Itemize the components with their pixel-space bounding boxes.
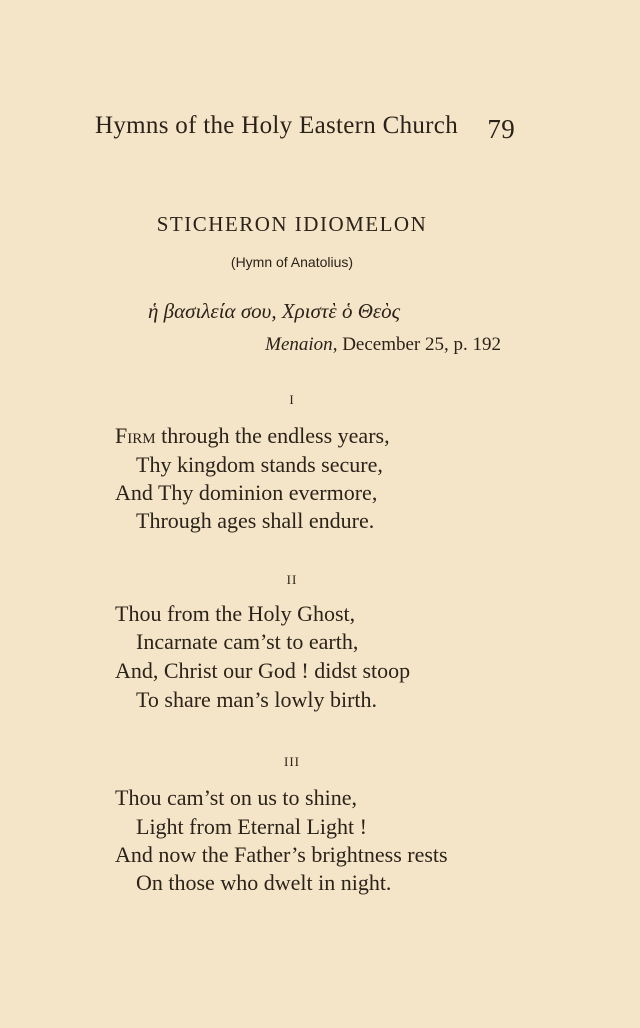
stanza-line: And now the Father’s brightness rests bbox=[115, 842, 448, 867]
source-citation bbox=[0, 334, 501, 356]
hymn-subtitle: (Hymn of Anatolius) bbox=[230, 254, 354, 270]
page-number: 79 bbox=[487, 114, 515, 144]
greek-incipit: ἡ βασιλεία σου, Χριστὲ ὁ Θεὸς bbox=[148, 299, 401, 323]
stanza-line: And Thy dominion evermore, bbox=[115, 480, 378, 505]
drop-word: Firm bbox=[115, 423, 156, 448]
stanza-number: II bbox=[286, 572, 298, 587]
source-name: Menaion bbox=[265, 334, 333, 355]
stanza-line: Thou cam’st on us to shine, bbox=[115, 785, 357, 810]
source-detail: , December 25, p. 192 bbox=[332, 334, 501, 355]
stanza-line: On those who dwelt in night. bbox=[136, 870, 392, 895]
stanza-line: Through ages shall endure. bbox=[136, 508, 375, 533]
hymn-title: STICHERON IDIOMELON bbox=[156, 212, 428, 236]
stanza-line-text: through the endless years, bbox=[155, 423, 390, 448]
stanza-line: And, Christ our God ! didst stoop bbox=[115, 658, 411, 683]
stanza-line: Incarnate cam’st to earth, bbox=[136, 629, 359, 654]
running-title: Hymns of the Holy Eastern Church bbox=[95, 112, 459, 139]
stanza-line: Light from Eternal Light ! bbox=[136, 814, 367, 839]
stanza-number: I bbox=[289, 392, 295, 407]
stanza-line bbox=[115, 423, 390, 449]
stanza-line: Thou from the Holy Ghost, bbox=[115, 601, 356, 626]
stanza-line: Thy kingdom stands secure, bbox=[136, 452, 383, 477]
stanza-number: III bbox=[284, 754, 300, 769]
stanza-line: To share man’s lowly birth. bbox=[136, 687, 378, 712]
